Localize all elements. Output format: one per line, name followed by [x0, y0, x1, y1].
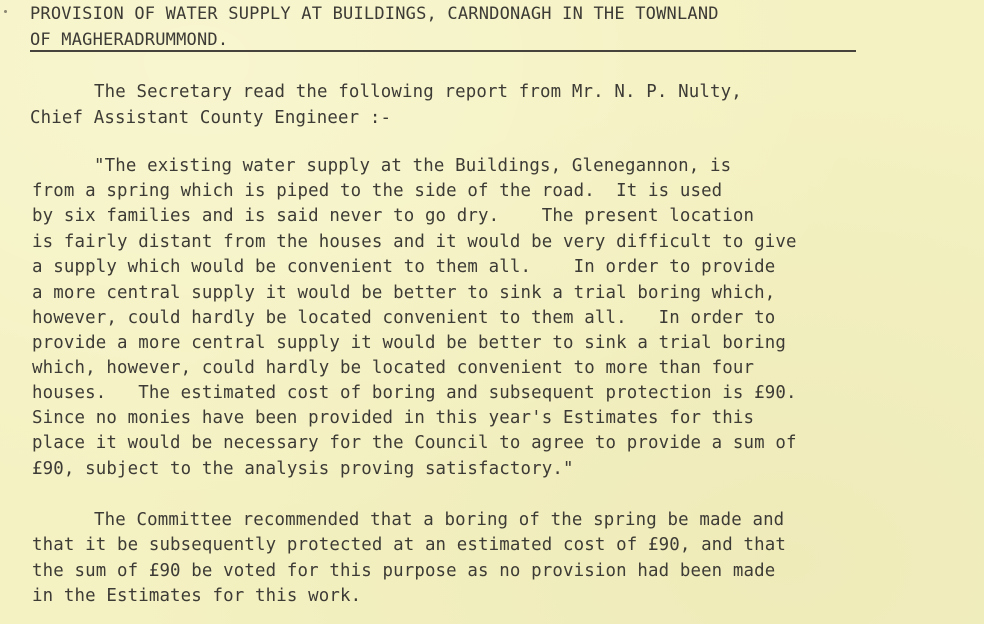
report-line: a more central supply it would be better to sink a trial boring which, — [32, 283, 776, 303]
heading-line-1: PROVISION OF WATER SUPPLY AT BUILDINGS, CARNDONAGH IN THE TOWNLAND — [30, 4, 719, 24]
heading-line-2: OF MAGHERADRUMMOND. — [30, 30, 229, 50]
report-line: is fairly distant from the houses and it would be very difficult to give — [32, 232, 797, 252]
intro-line-2: Chief Assistant County Engineer :- — [30, 108, 392, 128]
recommendation-line: The Committee recommended that a boring of the spring be made and — [94, 510, 785, 530]
report-line: £90, subject to the analysis proving satisfactory." — [32, 459, 574, 479]
report-line: place it would be necessary for the Council to agree to provide a sum of — [32, 433, 797, 453]
report-line: however, could hardly be located convenient to them all. In order to — [32, 308, 776, 328]
report-line: which, however, could hardly be located convenient to more than four — [32, 358, 755, 378]
recommendation-line: in the Estimates for this work. — [32, 586, 362, 606]
report-line: "The existing water supply at the Buildings, Glenegannon, is — [94, 156, 732, 176]
report-line: Since no monies have been provided in this year's Estimates for this — [32, 408, 755, 428]
report-line: houses. The estimated cost of boring and subsequent protection is £90. — [32, 383, 797, 403]
report-line: a supply which would be convenient to them all. In order to provide — [32, 257, 776, 277]
report-line: from a spring which is piped to the side of the road. It is used — [32, 181, 723, 201]
recommendation-line: that it be subsequently protected at an estimated cost of £90, and that — [32, 535, 787, 555]
report-line: provide a more central supply it would be better to sink a trial boring — [32, 333, 787, 353]
recommendation-line: the sum of £90 be voted for this purpose as no provision had been made — [32, 561, 776, 581]
margin-mark — [4, 10, 7, 13]
report-line: by six families and is said never to go dry. The present location — [32, 206, 755, 226]
intro-line-1: The Secretary read the following report from Mr. N. P. Nulty, — [94, 82, 742, 102]
heading-underline — [30, 50, 856, 52]
